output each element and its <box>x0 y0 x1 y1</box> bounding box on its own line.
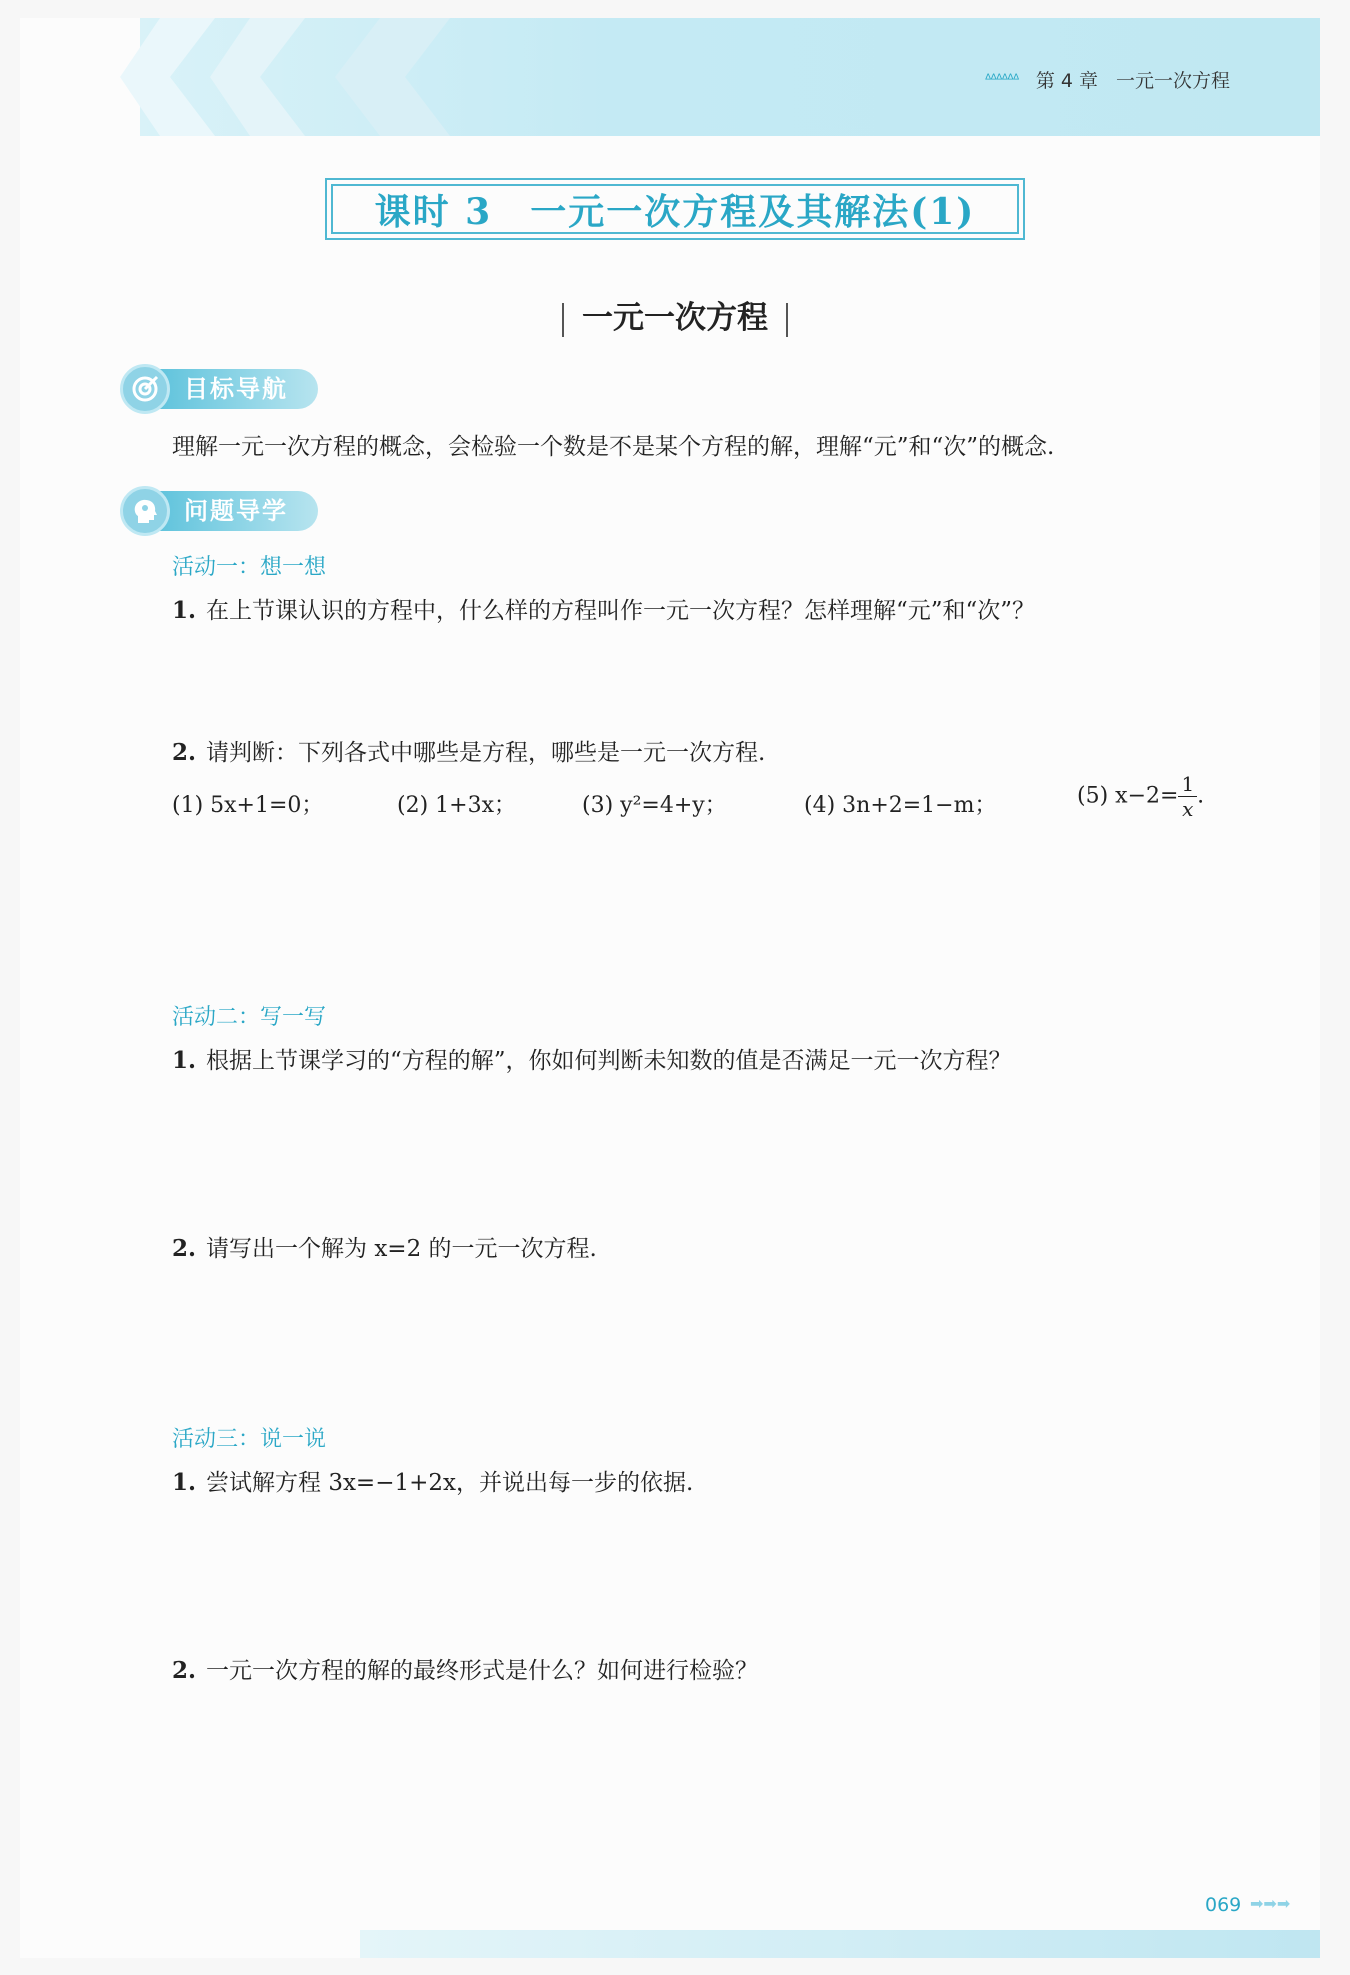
chapter-number: 第 4 章 <box>1035 70 1098 92</box>
chevron-decoration <box>120 18 540 136</box>
activity1-title: 活动一：想一想 <box>172 555 327 580</box>
question-number: 2. <box>172 1657 197 1684</box>
fraction-denominator: x <box>1182 797 1194 821</box>
question-number: 1. <box>172 1047 197 1074</box>
chapter-title: 一元一次方程 <box>1115 70 1230 92</box>
goals-badge <box>120 366 318 412</box>
option-4: (4) 3n+2=1−m； <box>804 793 997 818</box>
option-5-lhs: (5) x−2= <box>1077 783 1179 809</box>
divider <box>786 303 788 337</box>
divider <box>562 303 564 337</box>
activity2-q2 <box>172 1230 597 1263</box>
goals-text: 理解一元一次方程的概念，会检验一个数是不是某个方程的解，理解“元”和“次”的概念. <box>172 434 1055 460</box>
page-number: 069 <box>1205 1894 1242 1916</box>
activity1-q2 <box>172 734 765 767</box>
question-text: 根据上节课学习的“方程的解”，你如何判断未知数的值是否满足一元一次方程？ <box>206 1048 1012 1074</box>
lesson-title-box <box>325 178 1025 240</box>
question-text: 一元一次方程的解的最终形式是什么？如何进行检验？ <box>206 1658 759 1684</box>
question-number: 1. <box>172 597 197 624</box>
option-2: (2) 1+3x； <box>397 793 516 818</box>
section-title-text: 一元一次方程 <box>582 300 768 336</box>
question-text: 在上节课认识的方程中，什么样的方程叫作一元一次方程？怎样理解“元”和“次”？ <box>206 598 1036 624</box>
option-1: (1) 5x+1=0； <box>172 793 324 818</box>
fraction <box>1178 774 1197 819</box>
chapter-header <box>984 66 1230 93</box>
target-icon <box>120 364 170 414</box>
activity3-q2 <box>172 1652 758 1685</box>
lesson-title: 课时 3 一元一次方程及其解法(1) <box>331 184 1019 234</box>
activity3-title: 活动三：说一说 <box>172 1427 327 1452</box>
question-text: 请写出一个解为 x=2 的一元一次方程. <box>206 1236 597 1262</box>
page <box>20 18 1320 1958</box>
activity2-q1 <box>172 1042 1012 1075</box>
question-number: 2. <box>172 1235 197 1262</box>
arrow-icon: ➡➡➡ <box>1250 1894 1291 1913</box>
question-text: 请判断：下列各式中哪些是方程，哪些是一元一次方程. <box>206 740 766 766</box>
activity2-title: 活动二：写一写 <box>172 1005 327 1030</box>
fraction-numerator: 1 <box>1178 774 1197 797</box>
activity3-q1 <box>172 1464 693 1497</box>
triangle-decoration-icon: ᐞᐞᐞᐞᐞᐞ <box>984 71 1018 88</box>
goals-badge-label: 目标导航 <box>156 369 318 409</box>
question-number: 1. <box>172 1469 197 1496</box>
section-title <box>20 292 1330 337</box>
guide-badge <box>120 488 318 534</box>
option-5-end: . <box>1197 783 1205 809</box>
question-text: 尝试解方程 3x=−1+2x，并说出每一步的依据. <box>206 1470 694 1496</box>
option-5 <box>1077 774 1204 819</box>
head-gear-icon <box>120 486 170 536</box>
activity1-q1 <box>172 592 1035 625</box>
option-3: (3) y²=4+y； <box>582 793 727 818</box>
guide-badge-label: 问题导学 <box>156 491 318 531</box>
footer-band <box>360 1930 1320 1958</box>
question-number: 2. <box>172 739 197 766</box>
